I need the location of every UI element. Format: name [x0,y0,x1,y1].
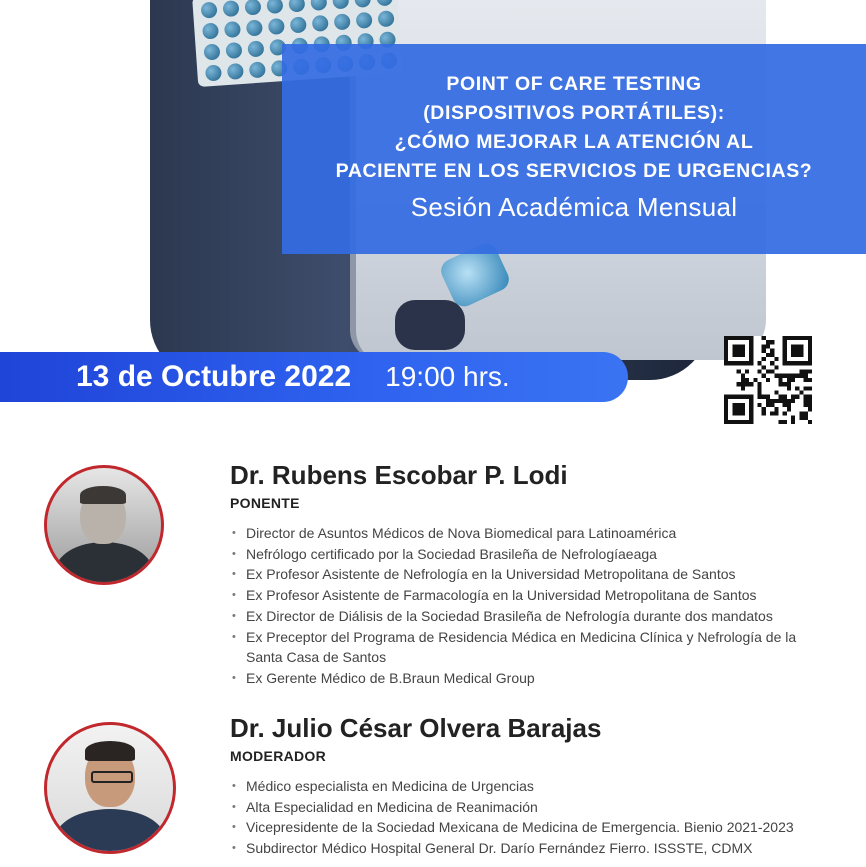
keypad-key [222,0,239,17]
speaker-role: MODERADOR [230,748,327,764]
keypad-key [244,0,261,16]
bio-item: • Ex Profesor Asistente de Nefrología en la Universidad Metropolitana de Santos [230,564,806,585]
title-line: POINT OF CARE TESTING [446,73,702,95]
keypad-key [247,40,264,57]
keypad-key [310,0,327,11]
keypad-key [376,0,393,6]
bio-item: • Alta Especialidad en Medicina de Reanimación [230,797,794,818]
keypad-key [227,63,244,80]
speaker-moderador [230,713,794,859]
title-box [282,44,866,254]
speaker-photo-ponente [44,465,164,585]
bio-item: • Vicepresidente de la Sociedad Mexicana de Medicina de Emergencia. Bienio 2021-2023 [230,817,794,838]
keypad-key [334,13,351,30]
speaker-ponente [230,460,806,689]
bio-item: • Ex Preceptor del Programa de Residencia Médica en Medicina Clínica y Nefrología de la Santa Casa de Santos [230,627,806,668]
title-line: PACIENTE EN LOS SERVICIOS DE URGENCIAS? [335,160,813,182]
bio-item: • Nefrólogo certificado por la Sociedad Brasileña de Nefrologíaeaga [230,544,806,565]
event-date: 13 de Octubre 2022 [76,360,352,393]
keypad-key [288,0,305,13]
keypad-key [268,18,285,35]
qr-code[interactable] [724,336,812,424]
keypad-key [224,21,241,38]
event-time: 19:00 hrs. [385,361,510,392]
keypad-key [249,61,266,78]
subtitle: Sesión Académica Mensual [410,192,738,222]
keypad-key [356,12,373,29]
keypad-key [202,23,219,40]
speaker-bio [230,776,794,859]
keypad-key [332,0,349,9]
keypad-key [205,64,222,81]
bio-item: • Ex Gerente Médico de B.Braun Medical Group [230,668,806,689]
date-banner [0,352,628,402]
keypad-key [225,42,242,59]
bio-item: • Director de Asuntos Médicos de Nova Biomedical para Latinoamérica [230,523,806,544]
keypad-key [312,15,329,32]
bio-item: • Subdirector Médico Hospital General Dr. Darío Fernández Fierro. ISSSTE, CDMX [230,838,794,859]
keypad-key [203,43,220,60]
bio-item: • Ex Profesor Asistente de Farmacología en la Universidad Metropolitana de Santos [230,585,806,606]
keypad-key [201,2,218,19]
title-line: ¿CÓMO MEJORAR LA ATENCIÓN AL [394,131,754,153]
bio-item: • Ex Director de Diálisis de la Sociedad Brasileña de Nefrología durante dos mandatos [230,606,806,627]
speaker-role: PONENTE [230,495,300,511]
keypad-key [246,19,263,36]
speaker-name: Dr. Julio César Olvera Barajas [230,713,602,743]
device-slot [395,300,465,350]
keypad-key [354,0,371,8]
title-line: (DISPOSITIVOS PORTÁTILES): [423,102,725,124]
speaker-name: Dr. Rubens Escobar P. Lodi [230,460,568,490]
keypad-key [290,16,307,33]
title [282,44,866,186]
bio-item: • Médico especialista en Medicina de Urgencias [230,776,794,797]
speaker-photo-moderador [44,722,176,854]
keypad-key [266,0,283,14]
speaker-bio [230,523,806,689]
keypad-key [378,10,395,27]
